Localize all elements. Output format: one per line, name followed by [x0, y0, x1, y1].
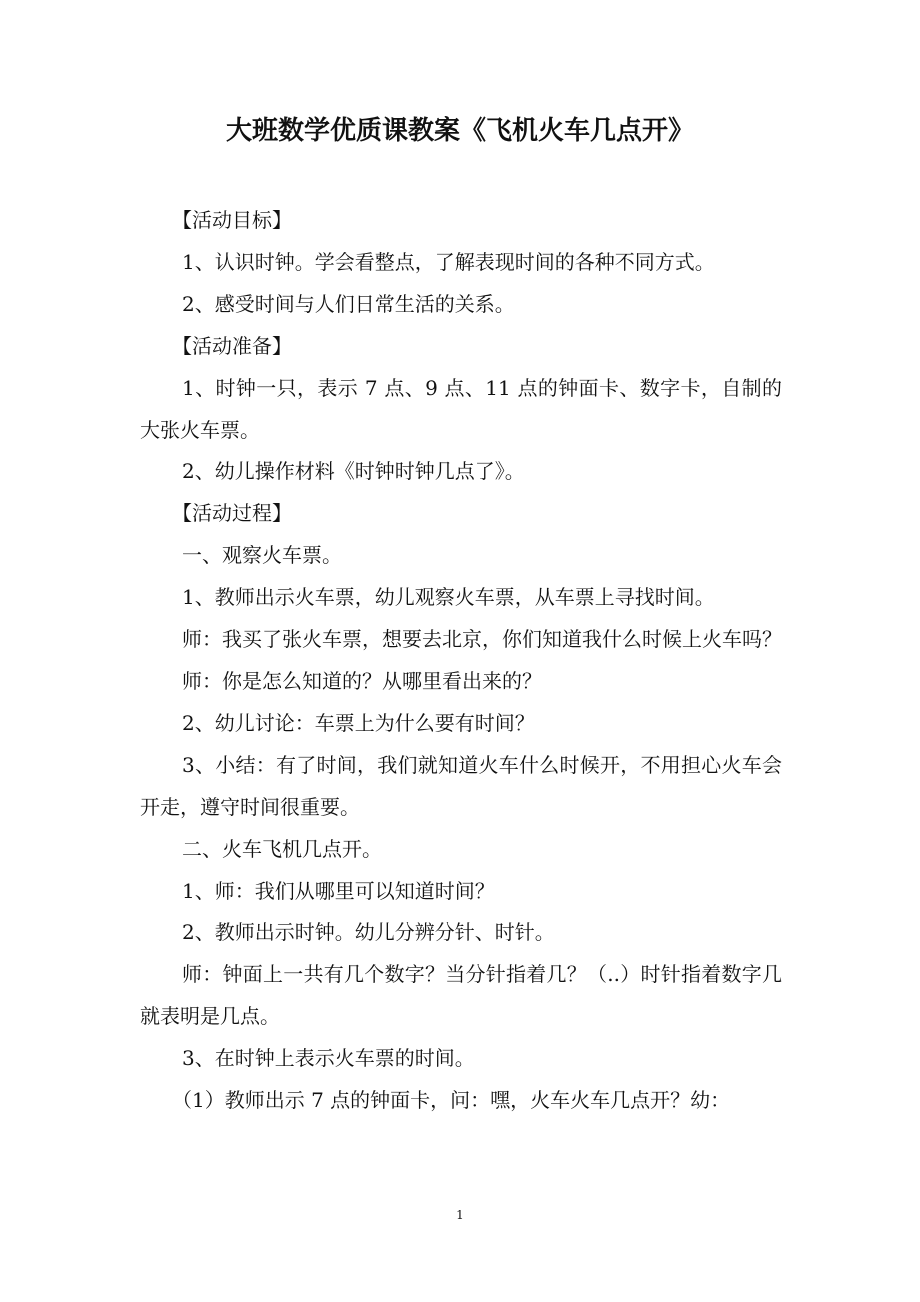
paragraph: 2、教师出示时钟。幼儿分辨分针、时针。: [182, 920, 555, 945]
section-heading: 【活动过程】: [172, 501, 292, 526]
paragraph: 一、观察火车票。: [182, 543, 342, 568]
paragraph: 3、小结：有了时间，我们就知道火车什么时候开，不用担心火车会开走，遵守时间很重要。: [140, 752, 782, 819]
paragraph: 1、教师出示火车票，幼儿观察火车票，从车票上寻找时间。: [182, 585, 715, 610]
paragraph: 1、认识时钟。学会看整点，了解表现时间的各种不同方式。: [182, 249, 715, 274]
paragraph: 1、师：我们从哪里可以知道时间？: [182, 878, 495, 903]
paragraph: 2、感受时间与人们日常生活的关系。: [182, 291, 515, 316]
page-number: 1: [456, 1208, 464, 1222]
document-title: 大班数学优质课教案《飞机火车几点开》: [225, 116, 694, 146]
paragraph: 师：你是怎么知道的？从哪里看出来的？: [182, 668, 542, 693]
section-heading: （1）教师出示 7 点的钟面卡，问：嘿，火车火车几点开？幼：: [172, 1088, 731, 1113]
paragraph: 1、时钟一只，表示 7 点、9 点、11 点的钟面卡、数字卡，自制的大张火车票。: [140, 375, 782, 442]
document-body: [140, 200, 782, 1122]
paragraph: 二、火车飞机几点开。: [182, 836, 382, 861]
paragraph: 师：钟面上一共有几个数字？当分针指着几？（..）时针指着数字几就表明是几点。: [140, 962, 782, 1029]
section-heading: 【活动准备】: [172, 333, 292, 358]
paragraph: 2、幼儿讨论：车票上为什么要有时间？: [182, 710, 535, 735]
paragraph: 3、在时钟上表示火车票的时间。: [182, 1046, 475, 1071]
section-heading: 【活动目标】: [172, 208, 292, 232]
paragraph: 师：我买了张火车票，想要去北京，你们知道我什么时候上火车吗？: [182, 627, 782, 652]
paragraph: 2、幼儿操作材料《时钟时钟几点了》。: [182, 459, 525, 484]
